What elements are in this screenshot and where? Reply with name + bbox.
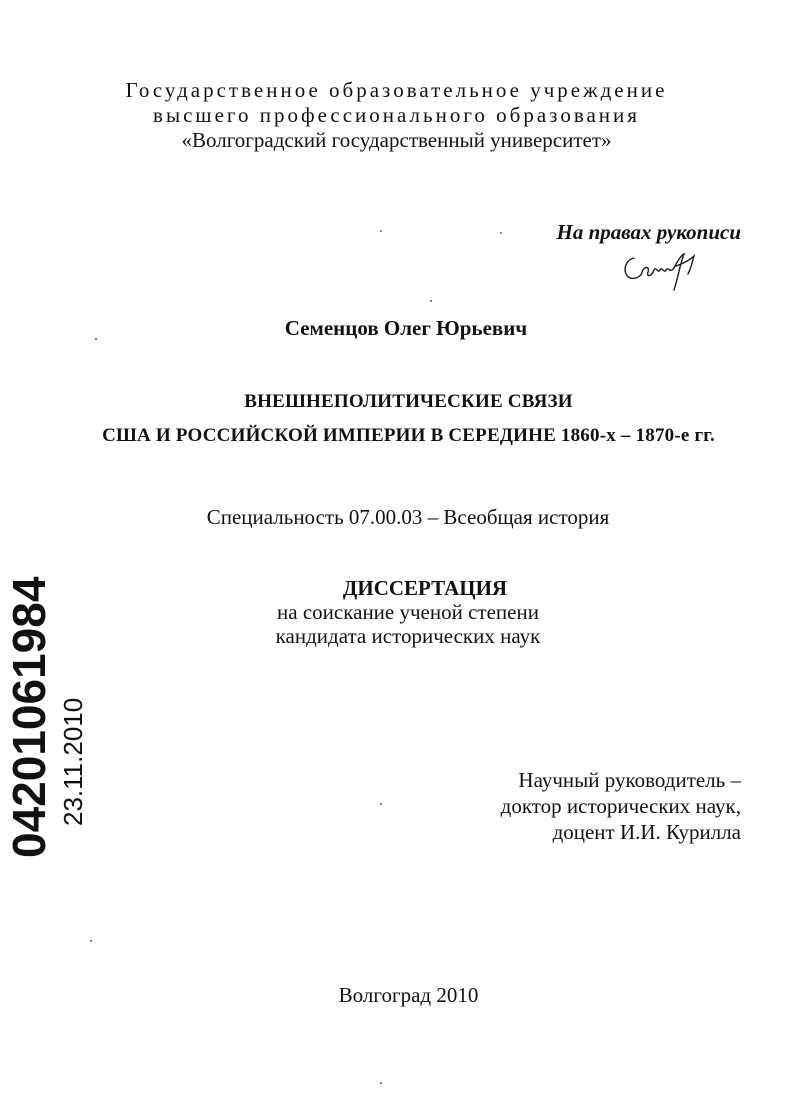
- scan-speck: [500, 232, 502, 234]
- specialty: Специальность 07.00.03 – Всеобщая история: [206, 505, 610, 529]
- supervisor-line-2: доктор исторических наук,: [500, 794, 741, 818]
- scan-speck: [95, 338, 97, 340]
- scan-speck: [380, 803, 382, 805]
- city-year: Волгоград 2010: [338, 983, 479, 1007]
- dissertation-heading: ДИССЕРТАЦИЯ: [342, 576, 508, 600]
- library-stamp-code: 04201061984: [3, 576, 55, 858]
- scan-speck: [430, 300, 432, 302]
- handwritten-signature: [620, 244, 710, 294]
- institution-line-2: высшего профессионального образования: [153, 103, 640, 127]
- title-line-1: ВНЕШНЕПОЛИТИЧЕСКИЕ СВЯЗИ: [244, 391, 573, 412]
- scan-speck: [90, 940, 92, 942]
- degree-line-1: на соискание ученой степени: [277, 600, 539, 624]
- manuscript-rights-label: На правах рукописи: [556, 220, 741, 244]
- supervisor-line-3: доцент И.И. Курилла: [552, 820, 741, 844]
- supervisor-line-1: Научный руководитель –: [518, 768, 741, 792]
- institution-line-1: Государственное образовательное учреждение: [125, 78, 668, 102]
- scan-speck: [380, 1082, 382, 1084]
- title-line-2: США И РОССИЙСКОЙ ИМПЕРИИ В СЕРЕДИНЕ 1860-х – 1870-е гг.: [102, 425, 715, 446]
- degree-line-2: кандидата исторических наук: [275, 624, 541, 648]
- library-stamp-date: 23.11.2010: [58, 697, 88, 826]
- scan-speck: [380, 230, 382, 232]
- institution-line-3: «Волгоградский государственный университет»: [181, 128, 612, 152]
- author-name: Семенцов Олег Юрьевич: [284, 316, 528, 340]
